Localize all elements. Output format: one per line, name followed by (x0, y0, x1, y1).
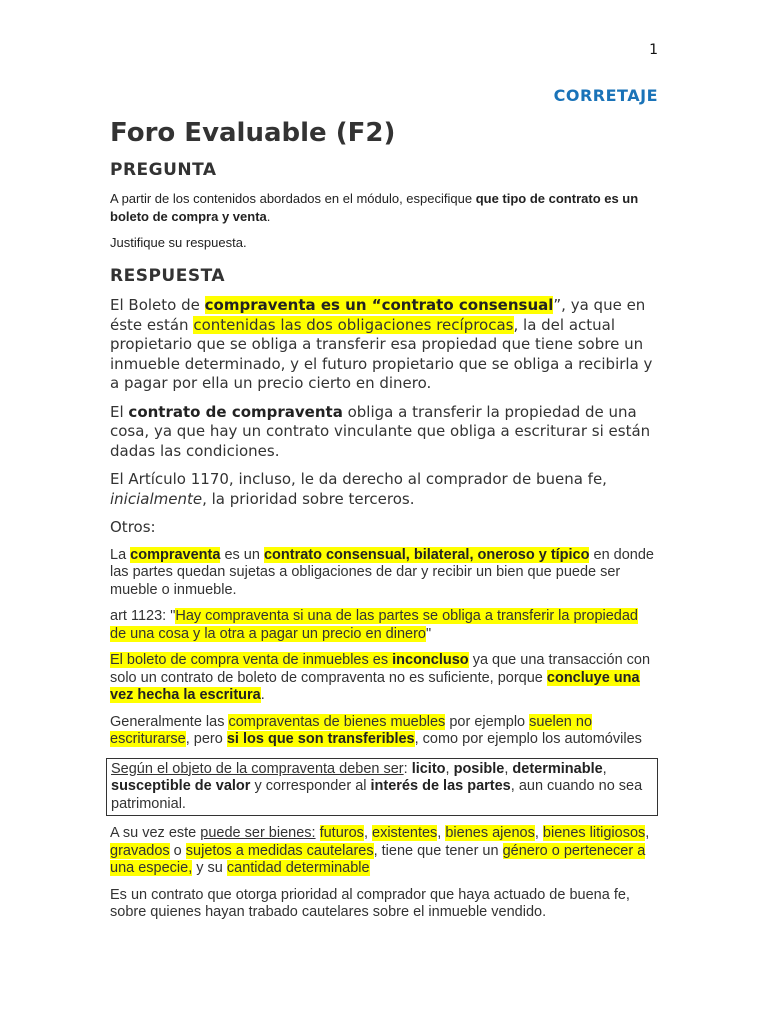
highlight-run: sujetos a medidas cautelares (185, 842, 374, 859)
respuesta-heading: RESPUESTA (110, 266, 225, 286)
document-body (110, 118, 658, 931)
underline-run: puede ser bienes: (200, 825, 316, 841)
text-run: La (110, 546, 131, 563)
text-run: . (260, 687, 265, 703)
text-run: , (534, 825, 543, 841)
bold-run: que tipo de contrato es un boleto de compra y venta (110, 191, 639, 224)
bold-run: susceptible de valor (111, 778, 251, 794)
question-paragraph (110, 190, 658, 226)
otros-paragraph-5 (110, 825, 658, 878)
text-run: , (504, 760, 513, 777)
text-run: A partir de los contenidos abordados en el módulo, especifique (110, 191, 476, 206)
highlight-run: El boleto de compra venta de inmuebles es (110, 652, 393, 668)
text-run: , la prioridad sobre terceros. (202, 489, 415, 508)
highlight-run: suelen no escriturarse (110, 713, 593, 747)
text-run: , pero (185, 731, 227, 747)
highlight-run: si los que son transferibles (226, 731, 415, 747)
highlight-run: Hay compraventa si una de las partes se obliga a transferir la propiedad de una cosa y la otra a pagar un precio en dinero (110, 608, 638, 642)
text-run: El (110, 402, 129, 421)
highlight-run: bienes litigiosos (542, 825, 646, 841)
answer-paragraph-3 (110, 470, 658, 509)
italic-run: inicialmente (110, 489, 203, 508)
text-run: , (363, 825, 372, 841)
highlight-run: cantidad determinable (226, 860, 370, 876)
text-run: y corresponder al (250, 778, 371, 794)
highlight-run: inconcluso (392, 652, 469, 668)
boxed-paragraph (106, 758, 658, 817)
highlight-run: compraventas de bienes muebles (228, 713, 446, 730)
text-run: y su (192, 860, 227, 876)
highlight-run: futuros (319, 825, 364, 841)
bold-run: contrato de compraventa (128, 402, 343, 421)
otros-paragraph-4 (110, 714, 658, 749)
text-run: . (266, 209, 271, 224)
text-run: , (437, 825, 446, 841)
text-run: , (645, 825, 650, 841)
page-number: 1 (649, 42, 658, 58)
highlight-run: compraventa (130, 546, 221, 563)
otros-paragraph-6: Es un contrato que otorga prioridad al comprador que haya actuado de buena fe, sobre quienes hayan trabado cautelares sobre el inmueble vendido. (110, 886, 630, 920)
underline-run: Según el objeto de la compraventa deben ser (111, 760, 404, 777)
text-run: ”, ya que en éste están (110, 296, 646, 334)
text-run: El Artículo 1170, incluso, le da derecho al comprador de buena fe, (110, 470, 607, 488)
text-run: es un (220, 546, 264, 563)
highlight-run: compraventa es un “contrato consensual (204, 296, 554, 314)
page-title: Foro Evaluable (F2) (110, 118, 396, 148)
text-run: , aun cuando no sea patrimonial. (111, 778, 643, 812)
text-run: en donde las partes quedan sujetas a obligaciones de dar y recibir un bien que puede ser mueble o inmueble. (110, 546, 654, 598)
text-run: , como por ejemplo los automóviles (414, 731, 642, 747)
otros-paragraph-3 (110, 652, 658, 705)
otros-paragraph-2 (110, 608, 658, 643)
answer-paragraph-2 (110, 403, 658, 462)
pregunta-heading: PREGUNTA (110, 160, 217, 180)
bold-run: interés de las partes (370, 778, 511, 794)
bold-run: licito (411, 760, 446, 777)
text-run: , (445, 760, 454, 777)
text-run: Generalmente las (110, 713, 229, 730)
text-run: " (426, 625, 432, 642)
justify-paragraph: Justifique su respuesta. (110, 235, 247, 250)
highlight-run: contrato consensual, bilateral, oneroso y típico (263, 546, 590, 563)
otros-label: Otros: (110, 518, 156, 536)
highlight-run: género o pertenecer a una especie, (110, 842, 646, 876)
bold-run: posible (453, 760, 505, 777)
text-run: obliga a transferir la propiedad de una cosa, ya que hay un contrato vinculante que obliga a escriturar si están dadas las condiciones. (110, 402, 651, 460)
text-run: ya que una transacción con solo un contrato de boleto de compraventa no es suficiente, porque (110, 652, 651, 686)
text-run: : (403, 760, 412, 777)
text-run: , (602, 760, 607, 777)
highlight-run: existentes (372, 825, 438, 841)
text-run: art 1123: " (110, 608, 176, 624)
answer-paragraph-1 (110, 296, 658, 394)
text-run (316, 825, 320, 841)
text-run: por ejemplo (445, 713, 530, 730)
text-run: , la del actual propietario que se obliga a transferir esa propiedad que tiene sobre un inmueble determinado, y el futuro propietario que se obliga a recibirla y a pagar por ella un precio cierto en dinero. (110, 315, 653, 392)
course-label: CORRETAJE (553, 86, 658, 105)
text-run: A su vez este (110, 825, 201, 841)
highlight-run: bienes ajenos (445, 825, 535, 841)
highlight-run: gravados (110, 842, 170, 859)
text-run: , tiene que tener un (373, 842, 503, 859)
text-run: El Boleto de (110, 296, 205, 314)
otros-paragraph-1 (110, 547, 658, 600)
bold-run: determinable (512, 760, 603, 777)
text-run: o (169, 842, 186, 859)
highlight-run: contenidas las dos obligaciones recíprocas (193, 315, 514, 334)
highlight-run: concluye una vez hecha la escritura (110, 669, 640, 703)
